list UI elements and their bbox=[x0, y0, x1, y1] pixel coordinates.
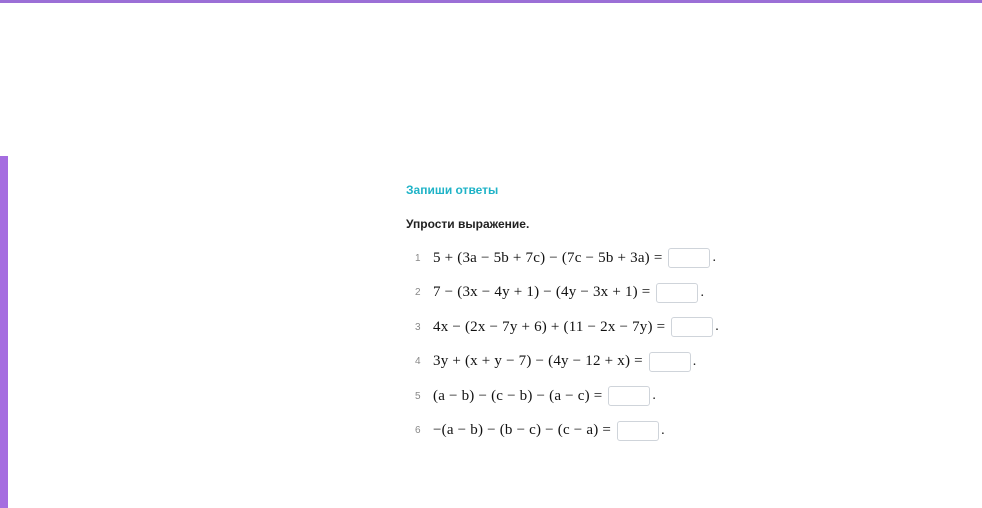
instruction-text: Упрости выражение. bbox=[406, 217, 530, 231]
task-period: . bbox=[700, 284, 704, 300]
task-expression: 4x − (2x − 7y + 6) + (11 − 2x − 7y) = bbox=[433, 318, 666, 335]
task-number: 3 bbox=[415, 321, 421, 333]
answer-input[interactable] bbox=[649, 352, 691, 372]
task-item-1 bbox=[406, 241, 966, 276]
task-expression: −(a − b) − (b − c) − (c − a) = bbox=[433, 422, 612, 439]
task-number: 1 bbox=[415, 252, 421, 264]
task-expression: 3y + (x + y − 7) − (4y − 12 + x) = bbox=[433, 353, 643, 370]
task-period: . bbox=[712, 250, 716, 266]
section-title: Запиши ответы bbox=[406, 183, 499, 197]
task-expression: 5 + (3a − 5b + 7c) − (7c − 5b + 3a) = bbox=[433, 249, 663, 266]
answer-input[interactable] bbox=[656, 283, 698, 303]
task-item-4 bbox=[406, 345, 966, 380]
task-number: 5 bbox=[415, 390, 421, 402]
task-number: 2 bbox=[415, 287, 421, 299]
task-period: . bbox=[661, 422, 665, 438]
task-item-6 bbox=[406, 414, 966, 449]
task-item-3 bbox=[406, 310, 966, 345]
answer-input[interactable] bbox=[668, 248, 710, 268]
exercise-panel bbox=[406, 182, 966, 464]
task-item-2 bbox=[406, 276, 966, 311]
answer-input[interactable] bbox=[617, 421, 659, 441]
task-expression: 7 − (3x − 4y + 1) − (4y − 3x + 1) = bbox=[433, 284, 651, 301]
task-list bbox=[406, 241, 966, 448]
task-number: 4 bbox=[415, 356, 421, 368]
task-item-5 bbox=[406, 379, 966, 414]
task-period: . bbox=[692, 353, 697, 369]
left-accent-bar bbox=[0, 156, 8, 508]
task-expression: (a − b) − (c − b) − (a − c) = bbox=[433, 387, 603, 404]
task-period: . bbox=[652, 388, 656, 404]
task-number: 6 bbox=[415, 425, 421, 437]
answer-input[interactable] bbox=[671, 317, 713, 337]
answer-input[interactable] bbox=[608, 386, 650, 406]
top-accent-bar bbox=[0, 0, 982, 3]
task-period: . bbox=[715, 319, 719, 335]
